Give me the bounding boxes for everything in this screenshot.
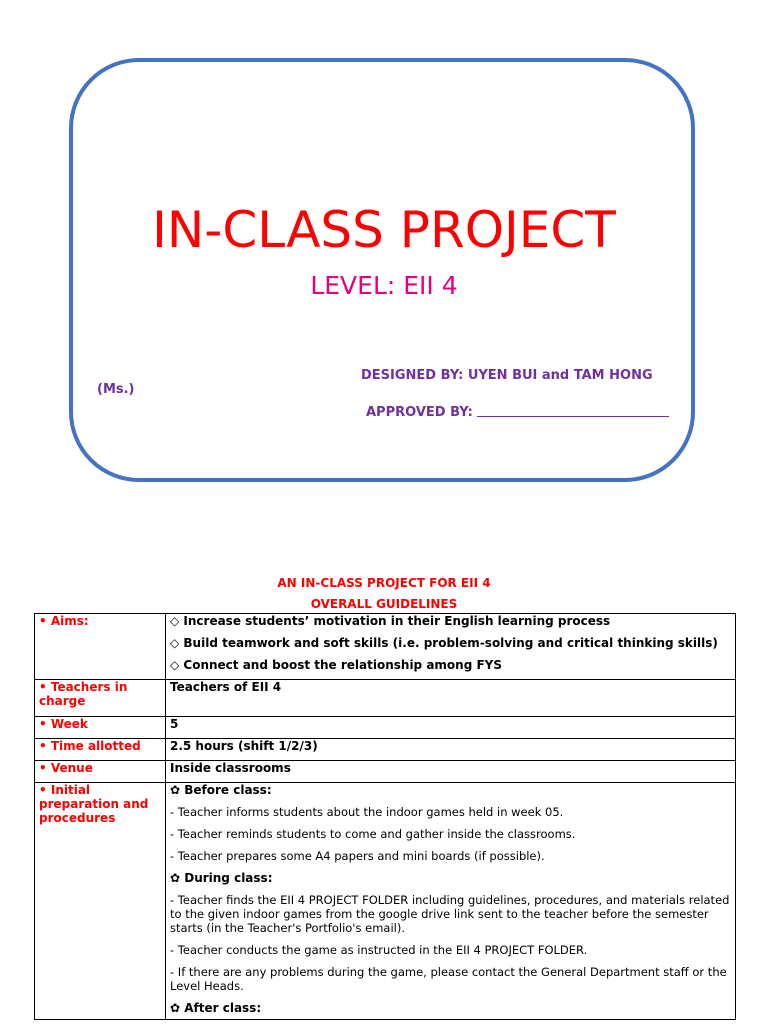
table-row	[35, 739, 736, 761]
row-label-teachers: • Teachers in charge	[35, 680, 166, 717]
document-subheading: OVERALL GUIDELINES	[310, 597, 458, 611]
time-value: 2.5 hours (shift 1/2/3)	[166, 739, 736, 761]
cover-title: IN-CLASS PROJECT	[152, 201, 616, 259]
document-heading: AN IN-CLASS PROJECT FOR EII 4	[277, 576, 491, 590]
procedure-step: - Teacher conducts the game as instructed in the EII 4 PROJECT FOLDER.	[170, 943, 588, 957]
procedure-step: - Teacher reminds students to come and gather inside the classrooms.	[170, 827, 576, 841]
aims-cell	[166, 614, 736, 680]
row-label-time: • Time allotted	[35, 739, 166, 761]
table-row	[35, 761, 736, 783]
table-row	[35, 680, 736, 717]
procedure-step: - Teacher prepares some A4 papers and mini boards (if possible).	[170, 849, 545, 863]
row-label-venue: • Venue	[35, 761, 166, 783]
row-label-aims: • Aims:	[35, 614, 166, 680]
procedures-cell	[166, 783, 736, 1020]
aim-item: ◇ Connect and boost the relationship among FYS	[170, 658, 503, 672]
signature-line	[477, 404, 669, 417]
row-label-week: • Week	[35, 717, 166, 739]
after-class-title: ✿ After class:	[170, 1001, 262, 1015]
procedure-step: - Teacher finds the EII 4 PROJECT FOLDER including guidelines, procedures, and materials related to the given indoor games from the google drive link sent to the teacher before the semester starts (in the Teacher's Portfolio's email).	[170, 893, 730, 935]
table-row	[35, 783, 736, 1020]
before-class-title: ✿ Before class:	[170, 783, 272, 797]
guidelines-table	[34, 613, 736, 1020]
procedure-step: - Teacher informs students about the indoor games held in week 05.	[170, 805, 564, 819]
row-label-procedures: • Initial preparation and procedures	[35, 783, 166, 1020]
during-class-title: ✿ During class:	[170, 871, 273, 885]
aim-item: ◇ Build teamwork and soft skills (i.e. problem-solving and critical thinking skills)	[170, 636, 718, 650]
aim-item: ◇ Increase students’ motivation in their English learning process	[170, 614, 611, 628]
week-value: 5	[166, 717, 736, 739]
approved-by	[366, 404, 669, 420]
table-row	[35, 614, 736, 680]
cover-level: LEVEL: EII 4	[310, 271, 458, 300]
venue-value: Inside classrooms	[166, 761, 736, 783]
designed-by: DESIGNED BY: UYEN BUI and TAM HONG	[361, 368, 653, 383]
table-row	[35, 717, 736, 739]
procedure-step: - If there are any problems during the game, please contact the General Department staff or the Level Heads.	[170, 965, 727, 993]
teachers-value: Teachers of EII 4	[166, 680, 736, 717]
approved-by-label: APPROVED BY:	[366, 405, 473, 420]
ms-label: (Ms.)	[97, 382, 135, 397]
